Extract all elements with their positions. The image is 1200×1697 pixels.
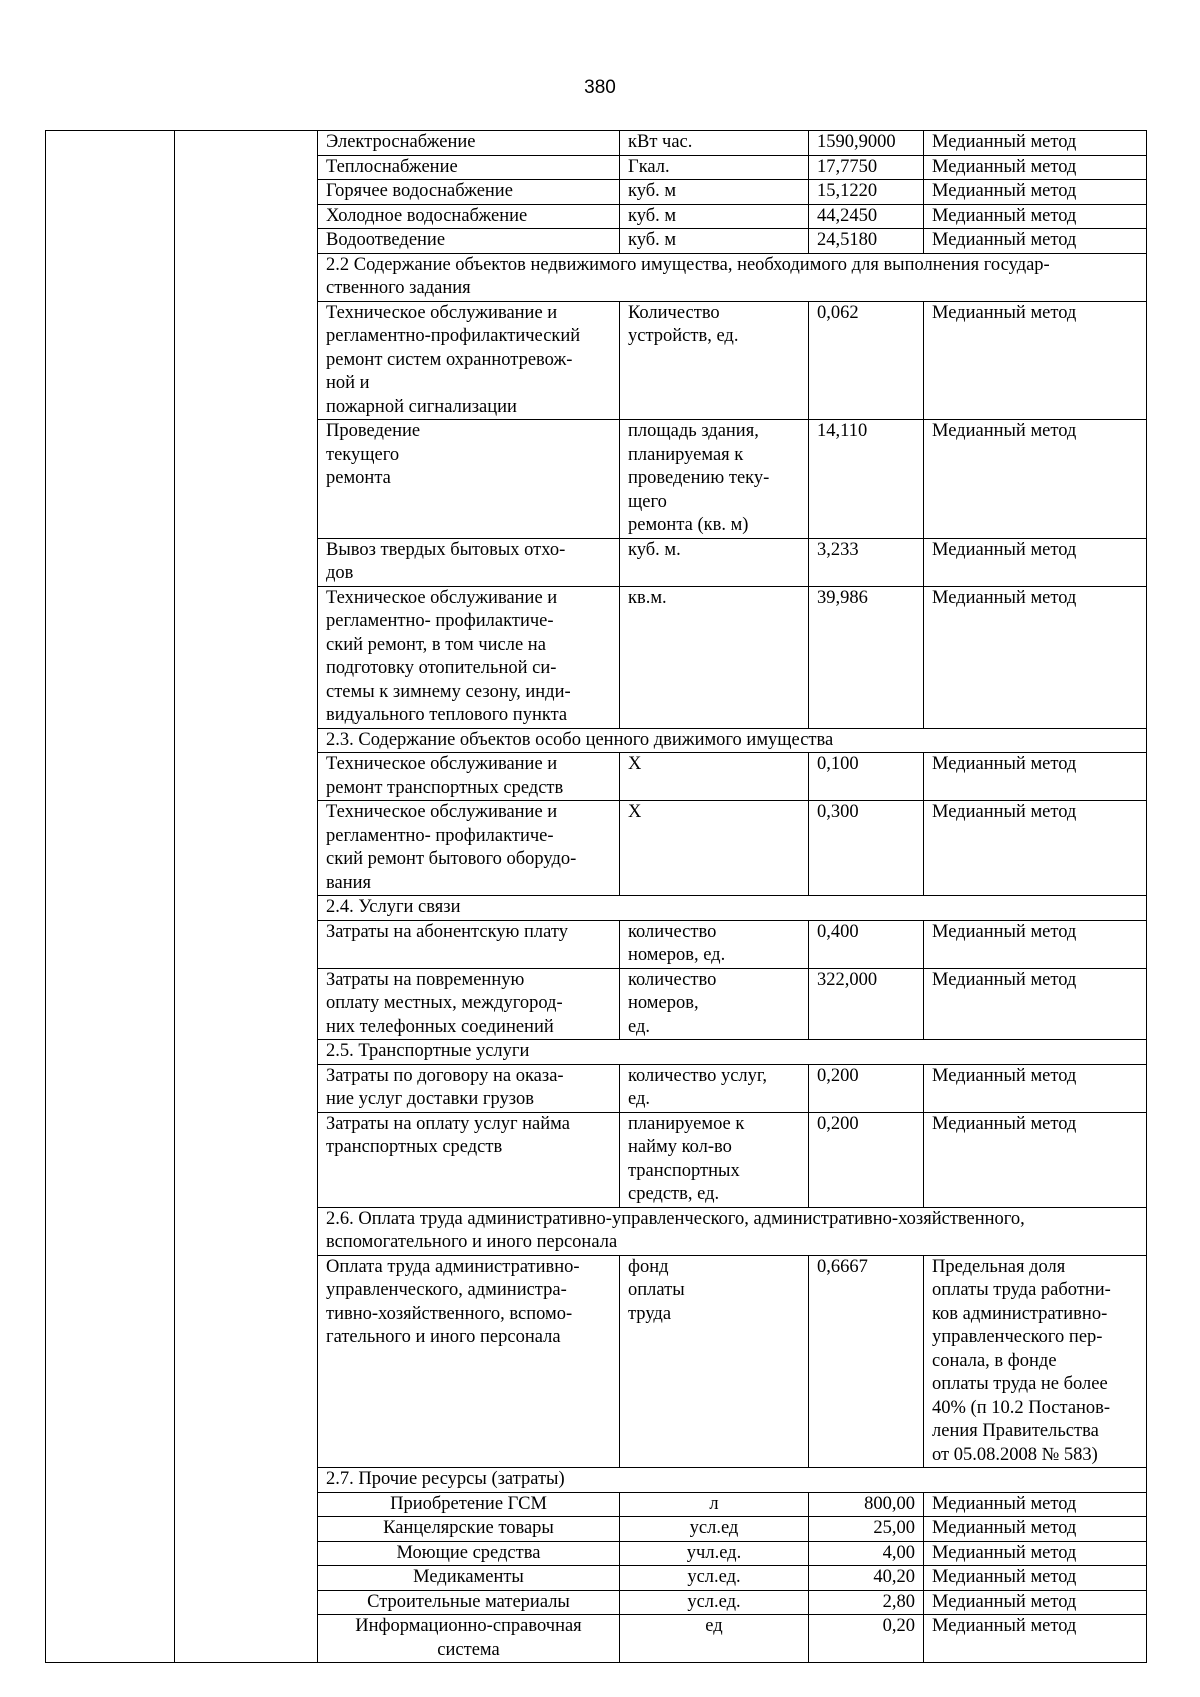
section-header: 2.7. Прочие ресурсы (затраты) [318,1468,1147,1493]
item-value-cell: 800,00 [809,1492,924,1517]
item-name-cell: Техническое обслуживание и регламентно-профилактический ремонт систем охраннотревож- ной и пожарной сигнализации [318,301,620,420]
item-unit-cell: количество услуг, ед. [620,1064,809,1112]
item-value-cell: 2,80 [809,1590,924,1615]
item-name-cell: Водоотведение [318,229,620,254]
empty-column-1 [46,131,175,1663]
item-value-cell: 0,062 [809,301,924,420]
item-name-cell: Электроснабжение [318,131,620,156]
section-header: 2.5. Транспортные услуги [318,1040,1147,1065]
item-method-cell: Медианный метод [924,753,1147,801]
item-value-cell: 25,00 [809,1517,924,1542]
item-value-cell: 0,20 [809,1615,924,1663]
item-value-cell: 24,5180 [809,229,924,254]
item-unit-cell: кВт час. [620,131,809,156]
item-name-cell: Медикаменты [318,1566,620,1591]
item-method-cell: Медианный метод [924,180,1147,205]
item-method-cell: Предельная доля оплаты труда работни- ков административно- управленческого пер- сонала, в фонде оплаты труда не более 40% (п 10.2 Постанов- ления Правительства от 05.08.2008 № 583) [924,1255,1147,1468]
item-unit-cell: усл.ед. [620,1566,809,1591]
item-unit-cell: количество номеров, ед. [620,920,809,968]
item-method-cell: Медианный метод [924,538,1147,586]
item-value-cell: 3,233 [809,538,924,586]
section-header: 2.3. Содержание объектов особо ценного движимого имущества [318,728,1147,753]
item-method-cell: Медианный метод [924,301,1147,420]
item-unit-cell: Гкал. [620,155,809,180]
item-value-cell: 0,6667 [809,1255,924,1468]
item-unit-cell: усл.ед. [620,1590,809,1615]
item-name-cell: Холодное водоснабжение [318,204,620,229]
page-number: 380 [584,77,616,98]
item-value-cell: 0,300 [809,801,924,896]
item-value-cell: 0,200 [809,1064,924,1112]
item-method-cell: Медианный метод [924,155,1147,180]
section-header: 2.4. Услуги связи [318,896,1147,921]
item-value-cell: 0,100 [809,753,924,801]
item-unit-cell: усл.ед [620,1517,809,1542]
item-method-cell: Медианный метод [924,1615,1147,1663]
item-name-cell: Затраты на абонентскую плату [318,920,620,968]
item-name-cell: Теплоснабжение [318,155,620,180]
item-method-cell: Медианный метод [924,801,1147,896]
item-method-cell: Медианный метод [924,586,1147,728]
item-unit-cell: куб. м [620,180,809,205]
item-value-cell: 44,2450 [809,204,924,229]
item-method-cell: Медианный метод [924,420,1147,539]
item-unit-cell: куб. м [620,204,809,229]
item-name-cell: Техническое обслуживание и регламентно- профилактиче- ский ремонт, в том числе на подготовку отопительной си- стемы к зимнему сезону, инди- видуального теплового пункта [318,586,620,728]
item-name-cell: Оплата труда административно- управленческого, администра- тивно-хозяйственного, вспомо- гательного и иного персонала [318,1255,620,1468]
section-header: 2.2 Содержание объектов недвижимого имущества, необходимого для выполнения государ- ственного задания [318,253,1147,301]
item-value-cell: 322,000 [809,968,924,1040]
item-unit-cell: куб. м. [620,538,809,586]
item-method-cell: Медианный метод [924,1492,1147,1517]
item-method-cell: Медианный метод [924,1517,1147,1542]
item-method-cell: Медианный метод [924,1541,1147,1566]
empty-column-2 [175,131,318,1663]
table-row [46,131,1147,156]
item-value-cell: 4,00 [809,1541,924,1566]
cost-table [45,130,1147,1663]
item-name-cell: Затраты на оплату услуг найма транспортных средств [318,1112,620,1207]
item-value-cell: 39,986 [809,586,924,728]
item-name-cell: Канцелярские товары [318,1517,620,1542]
item-unit-cell: ед [620,1615,809,1663]
item-method-cell: Медианный метод [924,204,1147,229]
item-unit-cell: кв.м. [620,586,809,728]
item-method-cell: Медианный метод [924,229,1147,254]
item-method-cell: Медианный метод [924,920,1147,968]
item-unit-cell: Х [620,801,809,896]
item-name-cell: Затраты по договору на оказа- ние услуг доставки грузов [318,1064,620,1112]
item-name-cell: Строительные материалы [318,1590,620,1615]
item-name-cell: Информационно-справочная система [318,1615,620,1663]
item-method-cell: Медианный метод [924,1590,1147,1615]
item-name-cell: Вывоз твердых бытовых отхо- дов [318,538,620,586]
item-name-cell: Горячее водоснабжение [318,180,620,205]
item-name-cell: Затраты на повременную оплату местных, междугород- них телефонных соединений [318,968,620,1040]
item-unit-cell: л [620,1492,809,1517]
item-unit-cell: планируемое к найму кол-во транспортных средств, ед. [620,1112,809,1207]
item-value-cell: 40,20 [809,1566,924,1591]
item-value-cell: 0,200 [809,1112,924,1207]
item-method-cell: Медианный метод [924,968,1147,1040]
item-unit-cell: площадь здания, планируемая к проведению теку- щего ремонта (кв. м) [620,420,809,539]
item-value-cell: 17,7750 [809,155,924,180]
item-method-cell: Медианный метод [924,1064,1147,1112]
item-name-cell: Приобретение ГСМ [318,1492,620,1517]
item-name-cell: Проведение текущего ремонта [318,420,620,539]
item-method-cell: Медианный метод [924,1566,1147,1591]
item-unit-cell: количество номеров, ед. [620,968,809,1040]
item-value-cell: 0,400 [809,920,924,968]
item-method-cell: Медианный метод [924,131,1147,156]
section-header: 2.6. Оплата труда административно-управленческого, административно-хозяйственного, вспомогательного и иного персонала [318,1207,1147,1255]
item-unit-cell: куб. м [620,229,809,254]
item-name-cell: Техническое обслуживание и регламентно- профилактиче- ский ремонт бытового оборудо- вания [318,801,620,896]
item-unit-cell: учл.ед. [620,1541,809,1566]
item-value-cell: 1590,9000 [809,131,924,156]
item-value-cell: 15,1220 [809,180,924,205]
item-unit-cell: фонд оплаты труда [620,1255,809,1468]
item-method-cell: Медианный метод [924,1112,1147,1207]
item-name-cell: Моющие средства [318,1541,620,1566]
item-unit-cell: Х [620,753,809,801]
item-unit-cell: Количество устройств, ед. [620,301,809,420]
item-name-cell: Техническое обслуживание и ремонт транспортных средств [318,753,620,801]
item-value-cell: 14,110 [809,420,924,539]
